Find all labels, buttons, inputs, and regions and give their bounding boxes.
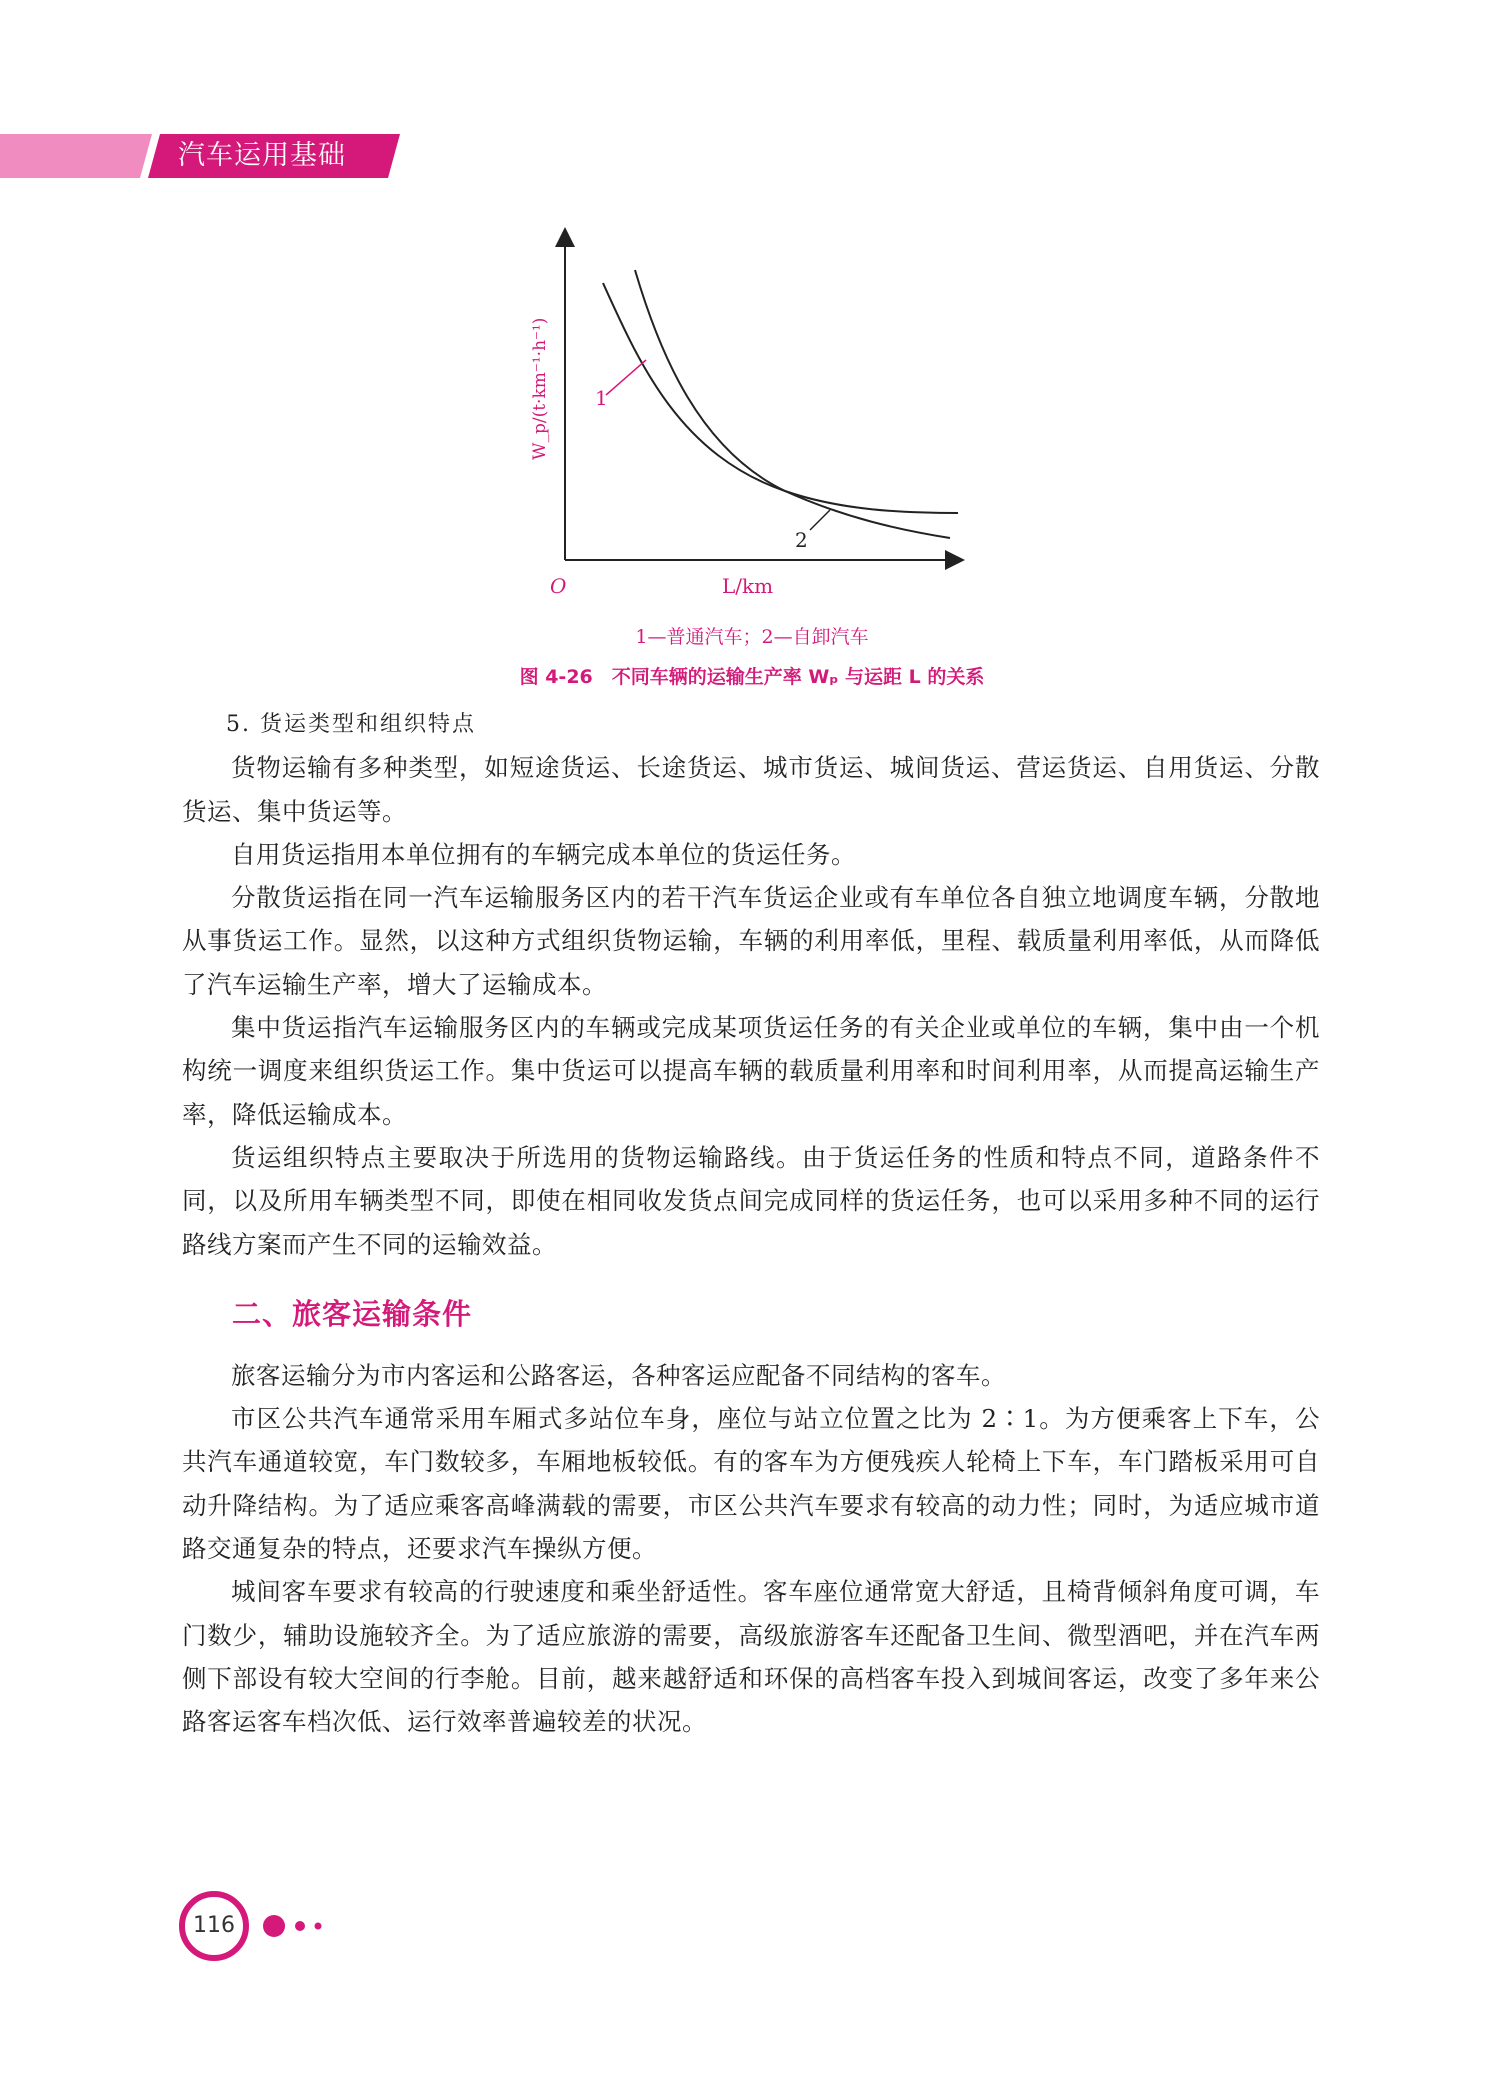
y-axis-label: W_p/(t·km⁻¹·h⁻¹) bbox=[530, 317, 550, 460]
curve-2-leader bbox=[810, 510, 830, 530]
figure-caption: 图 4-26 不同车辆的运输生产率 Wₚ 与运距 L 的关系 bbox=[519, 666, 985, 688]
main-content bbox=[182, 703, 1320, 1744]
book-title: 汽车运用基础 bbox=[178, 140, 346, 171]
figure-productivity-vs-distance bbox=[500, 225, 980, 605]
productivity-chart bbox=[500, 225, 980, 605]
origin-label: O bbox=[550, 574, 567, 598]
paragraph: 集中货运指汽车运输服务区内的车辆或完成某项货运任务的有关企业或单位的车辆，集中由一个机构统一调度来组织货运工作。集中货运可以提高车辆的载质量利用率和时间利用率，从而提高运输生产率，降低运输成本。 bbox=[182, 1013, 1320, 1129]
curve-1-leader bbox=[606, 360, 646, 395]
x-axis-label: L/km bbox=[722, 574, 774, 598]
section-heading: 二、旅客运输条件 bbox=[232, 1296, 473, 1331]
curve-1-ordinary-truck bbox=[603, 283, 958, 513]
subsection-heading: 5. 货运类型和组织特点 bbox=[226, 712, 476, 737]
paragraph: 市区公共汽车通常采用车厢式多站位车身，座位与站立位置之比为 2∶1。为方便乘客上下车，公共汽车通道较宽，车门数较多，车厢地板较低。有的客车为方便残疾人轮椅上下车，车门踏板采用可自动升降结构。为了适应乘客高峰满载的需要，市区公共汽车要求有较高的动力性；同时，为适应城市道路交通复杂的特点，还要求汽车操纵方便。 bbox=[182, 1404, 1320, 1564]
curve-2-dump-truck bbox=[635, 270, 950, 538]
page-number: 116 bbox=[193, 1913, 235, 1938]
paragraph: 货运组织特点主要取决于所选用的货物运输路线。由于货运任务的性质和特点不同，道路条件不同，以及所用车辆类型不同，即使在相同收发货点间完成同样的货运任务，也可以采用多种不同的运行路线方案而产生不同的运输效益。 bbox=[182, 1142, 1320, 1259]
paragraph: 城间客车要求有较高的行驶速度和乘坐舒适性。客车座位通常宽大舒适，且椅背倾斜角度可调，车门数少，辅助设施较齐全。为了适应旅游的需要，高级旅游客车还配备卫生间、微型酒吧，并在汽车两侧下部设有较大空间的行李舱。目前，越来越舒适和环保的高档客车投入到城间客运，改变了多年来公路客运客车档次低、运行效率普遍较差的状况。 bbox=[182, 1577, 1320, 1737]
paragraph: 旅客运输分为市内客运和公路客运，各种客运应配备不同结构的客车。 bbox=[231, 1360, 1006, 1390]
curve-2-label: 2 bbox=[795, 528, 808, 552]
page-footer bbox=[178, 1890, 338, 1970]
curve-1-label: 1 bbox=[595, 386, 608, 410]
paragraph: 分散货运指在同一汽车运输服务区内的若干汽车货运企业或有车单位各自独立地调度车辆，分散地从事货运工作。显然，以这种方式组织货物运输，车辆的利用率低，里程、载质量利用率低，从而降低了汽车运输生产率，增大了运输成本。 bbox=[182, 883, 1320, 999]
figure-legend: 1—普通汽车；2—自卸汽车 bbox=[635, 626, 869, 648]
paragraph: 货物运输有多种类型，如短途货运、长途货运、城市货运、城间货运、营运货运、自用货运、分散货运、集中货运等。 bbox=[182, 753, 1320, 826]
paragraph: 自用货运指用本单位拥有的车辆完成本单位的货运任务。 bbox=[231, 839, 856, 869]
